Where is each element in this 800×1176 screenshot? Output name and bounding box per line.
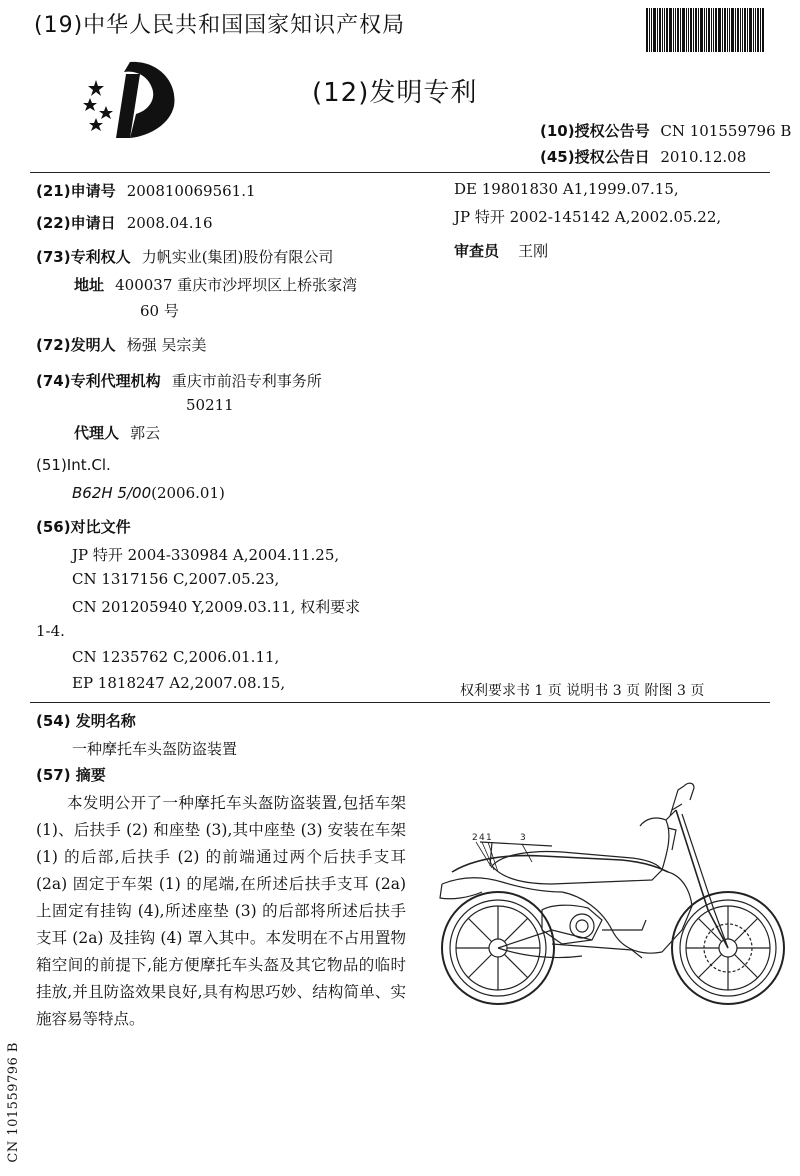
barcode-bar <box>744 8 746 52</box>
barcode-bar <box>675 8 676 52</box>
barcode-bar <box>735 8 736 52</box>
agency: 重庆市前沿专利事务所 <box>171 372 322 390</box>
address-line1: 400037 重庆市沙坪坝区上桥张家湾 <box>115 276 358 294</box>
barcode-bar <box>669 8 672 52</box>
pub-date-label: (45)授权公告日 <box>540 148 650 166</box>
patentee: 力帆实业(集团)股份有限公司 <box>141 248 334 266</box>
barcode-bar <box>657 8 658 52</box>
examiner-label: 审查员 <box>454 242 500 260</box>
app-date-label: (22)申请日 <box>36 214 116 232</box>
abstract-paragraph: 本发明公开了一种摩托车头盔防盗装置,包括车架 (1)、后扶手 (2) 和座垫 (3),其中座垫 (3) 安装在车架 (1) 的后部,后扶手 (2) 的前端通过两个后扶手支耳 (2a) 固定于车架 (1) 的尾端,在所述后扶手支耳 (2a) 上固定有挂钩 (4),所述座垫 (3) 的后部将所述后扶手支耳 (2a) 及挂钩 (4) 罩入其中。本发明在不占用置物箱空间的前提下,能方便摩托车头盔及其它物品的临时挂放,并且防盗效果良好,具有构思巧妙、结构简单、实施容易等特点。 <box>36 794 406 1028</box>
barcode-bar <box>762 8 764 52</box>
barcode-bar <box>680 8 681 52</box>
address-label: 地址 <box>74 276 105 294</box>
app-no: 200810069561.1 <box>126 182 256 200</box>
ipc-class: B62H 5/00 <box>72 484 152 502</box>
side-patent-number: CN 101559796 B <box>6 1042 21 1163</box>
app-no-label: (21)申请号 <box>36 182 116 200</box>
barcode-bar <box>662 8 663 52</box>
title-label: (54) 发明名称 <box>36 712 136 730</box>
barcode-bar <box>740 8 741 52</box>
barcode-bar <box>646 8 648 52</box>
document-type: (12)发明专利 <box>312 78 478 108</box>
patentee-label: (73)专利权人 <box>36 248 131 266</box>
callout-label: 2 <box>472 833 478 843</box>
barcode-bar <box>677 8 679 52</box>
agent-label: 代理人 <box>74 424 120 442</box>
barcode-bar <box>659 8 661 52</box>
barcode-bar <box>664 8 665 52</box>
barcode-bar <box>722 8 723 52</box>
barcode-bar <box>653 8 656 52</box>
ref-item: JP 特开 2004-330984 A,2004.11.25, <box>72 546 340 564</box>
section-rule <box>30 702 770 703</box>
barcode-bar <box>727 8 728 52</box>
pages-info: 权利要求书 1 页 说明书 3 页 附图 3 页 <box>460 683 705 699</box>
body-frame <box>440 783 728 958</box>
barcode-bar <box>718 8 721 52</box>
barcode-bar <box>695 8 697 52</box>
ref-item: EP 1818247 A2,2007.08.15, <box>72 674 286 692</box>
refs-label: (56)对比文件 <box>36 518 131 536</box>
barcode-bar <box>755 8 756 52</box>
address-line2: 60 号 <box>140 302 179 320</box>
barcode-bar <box>731 8 734 52</box>
barcode-bar <box>704 8 705 52</box>
barcode-bar <box>666 8 668 52</box>
motorcycle-figure <box>432 780 788 1020</box>
barcode-bar <box>715 8 717 52</box>
barcode-bar <box>737 8 739 52</box>
barcode-bar <box>649 8 650 52</box>
barcode-bar <box>711 8 712 52</box>
pub-no-label: (10)授权公告号 <box>540 122 650 140</box>
agent: 郭云 <box>130 424 161 442</box>
barcode-bar <box>706 8 707 52</box>
barcode-bar <box>749 8 752 52</box>
office-name: (19)中华人民共和国国家知识产权局 <box>34 13 406 38</box>
barcode-bar <box>708 8 710 52</box>
app-date: 2008.04.16 <box>126 214 213 232</box>
pub-no: CN 101559796 B <box>660 122 792 140</box>
barcode-bar <box>760 8 761 52</box>
barcode-bar <box>688 8 689 52</box>
barcode-bar <box>753 8 754 52</box>
ref-item: CN 1235762 C,2006.01.11, <box>72 648 280 666</box>
ref-item: JP 特开 2002-145142 A,2002.05.22, <box>454 208 722 226</box>
barcode-bar <box>690 8 692 52</box>
ref-item: DE 19801830 A1,1999.07.15, <box>454 180 679 198</box>
cnipa-logo <box>80 58 180 144</box>
pub-date: 2010.12.08 <box>660 148 747 166</box>
agency-label: (74)专利代理机构 <box>36 372 161 390</box>
barcode-bar <box>682 8 685 52</box>
inventor-label: (72)发明人 <box>36 336 116 354</box>
barcode-bar <box>686 8 687 52</box>
barcode-bar <box>713 8 714 52</box>
barcode-bar <box>698 8 699 52</box>
ref-item: CN 1317156 C,2007.05.23, <box>72 570 280 588</box>
header-rule <box>30 172 770 173</box>
invention-title: 一种摩托车头盔防盗装置 <box>72 740 238 758</box>
ref-item: CN 201205940 Y,2009.03.11, 权利要求 <box>72 598 361 616</box>
examiner: 王刚 <box>518 242 549 260</box>
callout-label: 3 <box>520 833 526 843</box>
barcode-bar <box>757 8 759 52</box>
barcode-bar <box>651 8 652 52</box>
barcode-bar <box>693 8 694 52</box>
barcode-bar <box>747 8 748 52</box>
abstract-text <box>36 790 406 1033</box>
barcode-bar <box>724 8 726 52</box>
abstract-label: (57) 摘要 <box>36 766 106 784</box>
barcode-bar <box>700 8 703 52</box>
callout-label: 1 <box>486 833 492 843</box>
barcode-bar <box>729 8 730 52</box>
barcode-bar <box>742 8 743 52</box>
inventors: 杨强 吴宗美 <box>126 336 207 354</box>
callout-label: 4 <box>479 833 485 843</box>
ref-item: 1-4. <box>36 622 65 640</box>
ipc-version: (2006.01) <box>151 484 225 502</box>
barcode-bar <box>673 8 674 52</box>
agency-code: 50211 <box>186 396 234 414</box>
ipc-label: (51)Int.Cl. <box>36 456 111 474</box>
barcode <box>646 8 790 52</box>
